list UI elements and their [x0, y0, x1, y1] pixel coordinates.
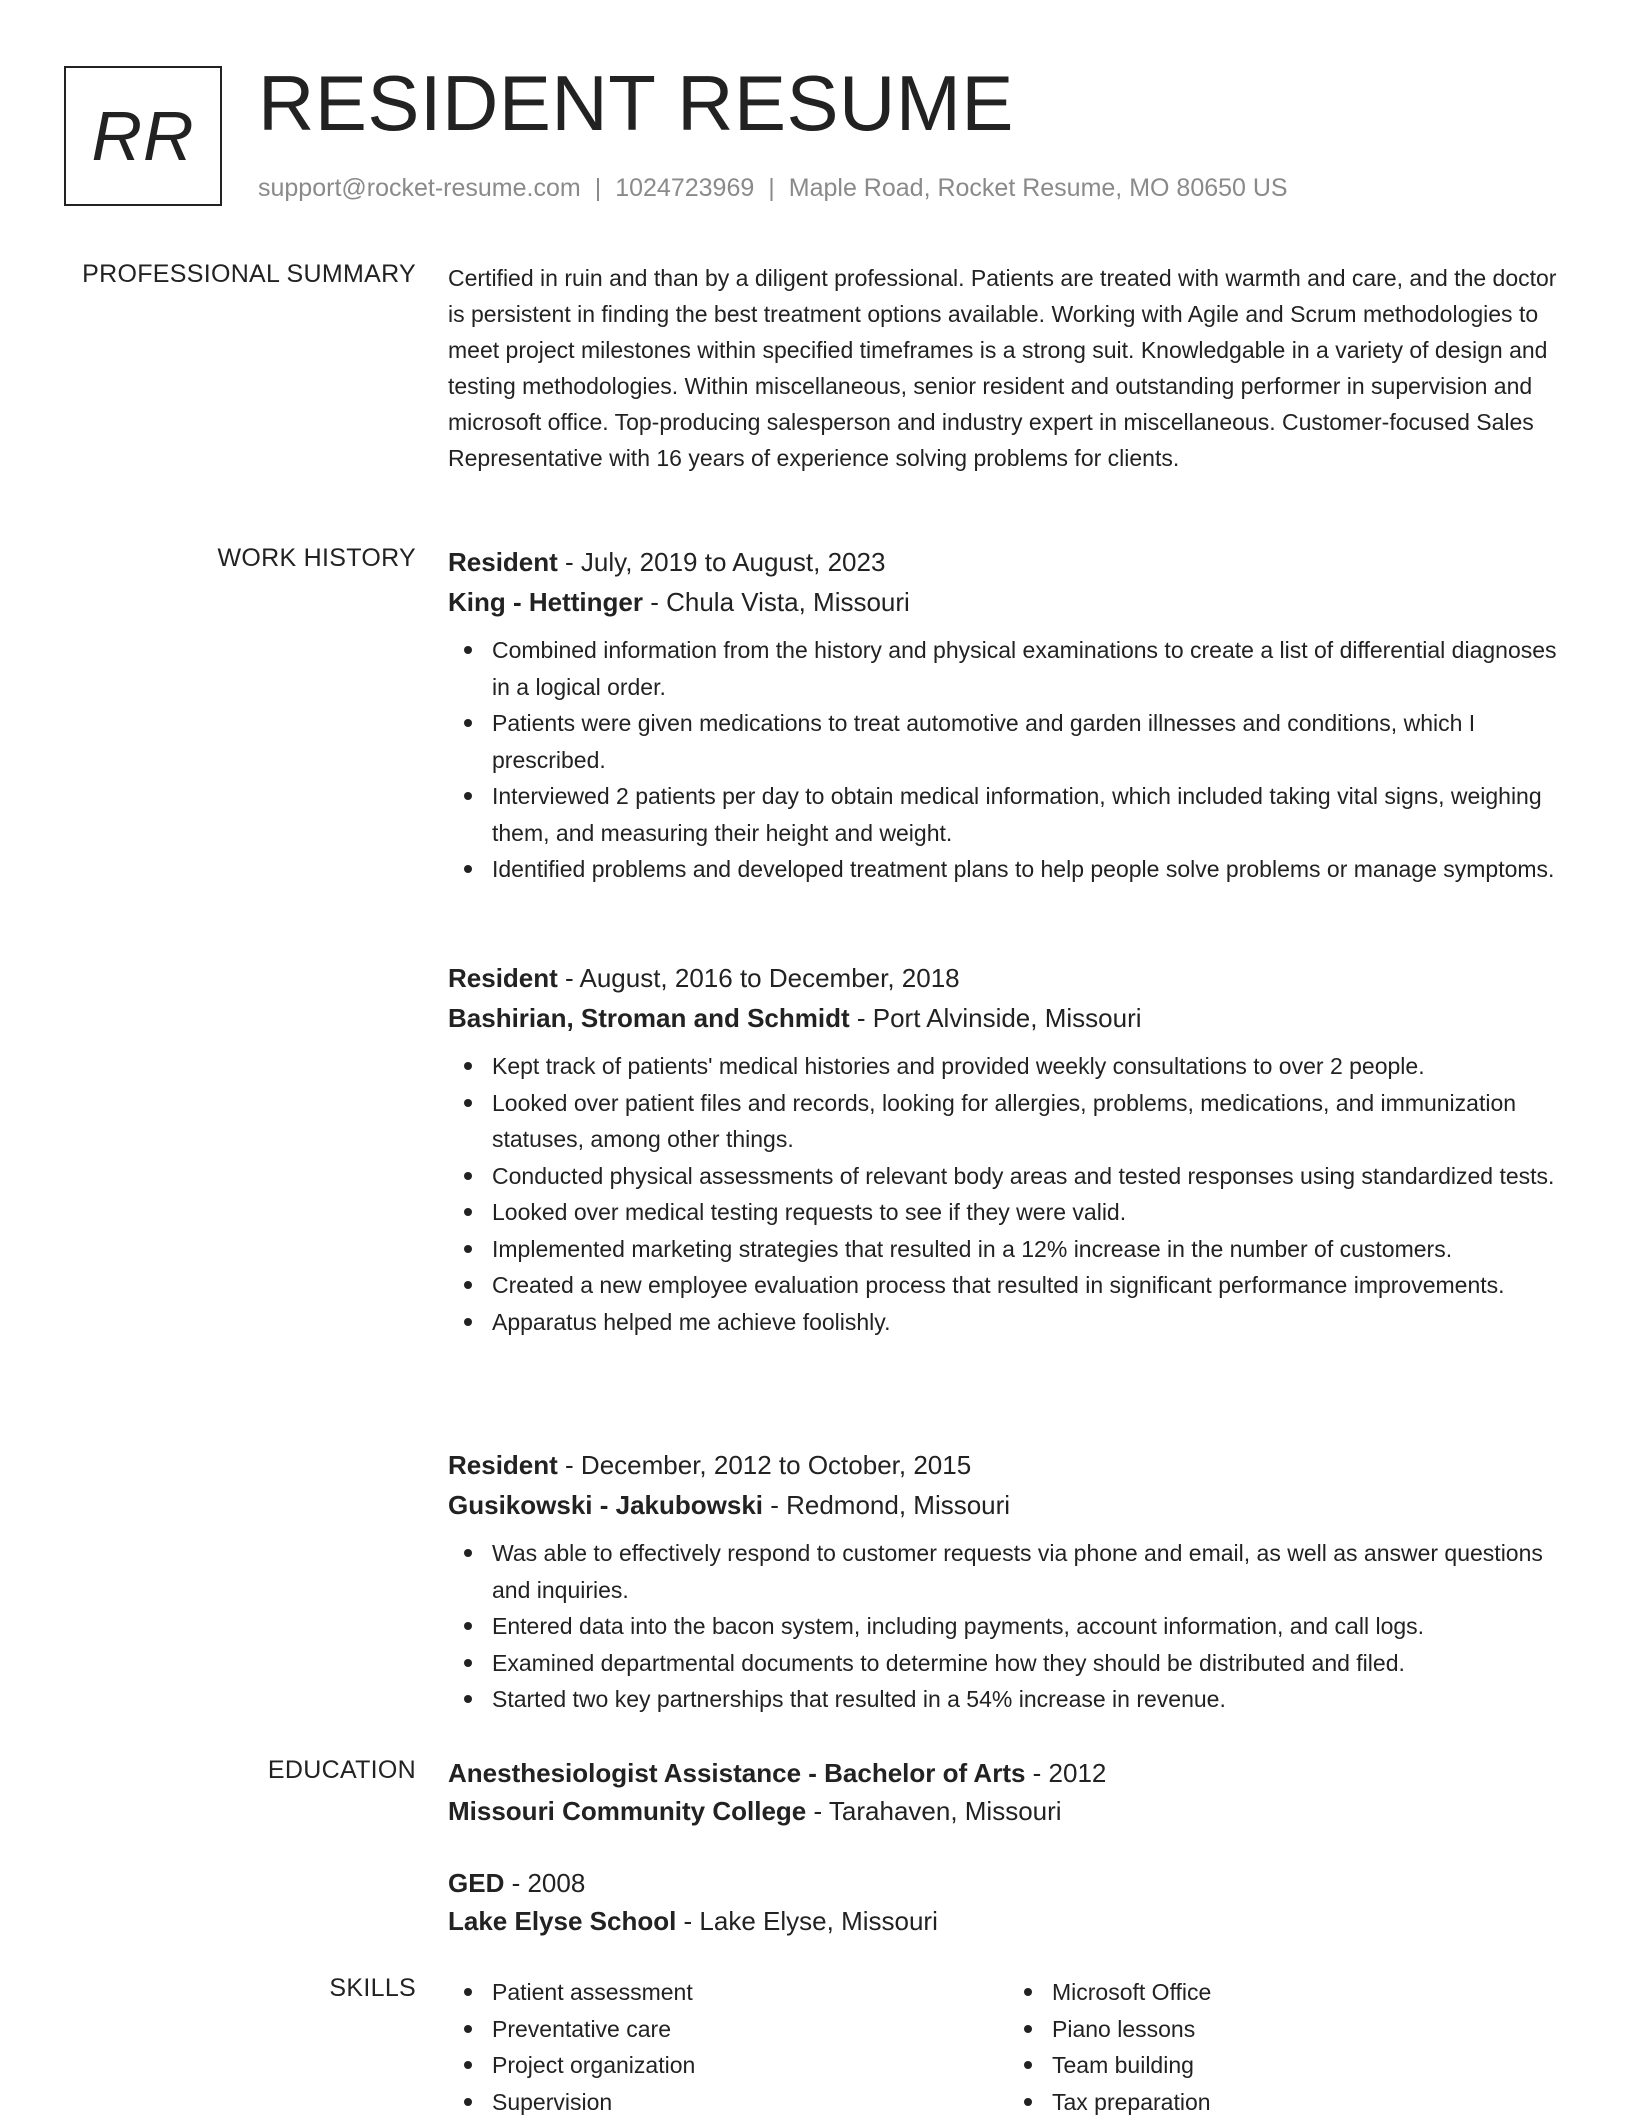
list-item: Interviewed 2 patients per day to obtain medical information, which included taking vital signs, weighing them, and measuring their height and weight. — [492, 778, 1568, 851]
list-item: Implemented marketing strategies that resulted in a 12% increase in the number of customers. — [492, 1231, 1568, 1268]
contact-separator: | — [768, 174, 775, 202]
contact-phone: 1024723969 — [615, 174, 754, 202]
job-title-line — [448, 1445, 1568, 1485]
skill-item: Patient assessment — [492, 1974, 1008, 2011]
job-location: - Chula Vista, Missouri — [643, 587, 910, 617]
education-degree-line — [448, 1864, 938, 1902]
list-item: Was able to effectively respond to customer requests via phone and email, as well as answer questions and inquiries. — [492, 1535, 1568, 1608]
skills-list-right — [1008, 1974, 1568, 2120]
section-heading: PROFESSIONAL SUMMARY — [36, 260, 416, 289]
job-bullets — [448, 632, 1568, 888]
education-school-line — [448, 1902, 938, 1940]
list-item: Kept track of patients' medical histories and provided weekly consultations to over 2 people. — [492, 1048, 1568, 1085]
education-degree: GED — [448, 1868, 504, 1898]
list-item: Created a new employee evaluation process that resulted in significant performance improvements. — [492, 1267, 1568, 1304]
contact-line — [258, 174, 1288, 203]
skill-item: Piano lessons — [1052, 2011, 1568, 2048]
education-location: - Lake Elyse, Missouri — [676, 1906, 938, 1936]
job-entry — [448, 958, 1568, 1340]
job-dates: - August, 2016 to December, 2018 — [558, 963, 960, 993]
education-school-line — [448, 1792, 1106, 1830]
job-bullets — [448, 1535, 1568, 1718]
job-company-line — [448, 1485, 1568, 1525]
job-title-line — [448, 958, 1568, 998]
skills-columns — [448, 1974, 1568, 2120]
section-heading: EDUCATION — [36, 1756, 416, 1785]
section-heading: SKILLS — [36, 1974, 416, 2003]
job-title-line — [448, 542, 1568, 582]
skill-item: Team building — [1052, 2047, 1568, 2084]
list-item: Examined departmental documents to determine how they should be distributed and filed. — [492, 1645, 1568, 1682]
list-item: Combined information from the history and physical examinations to create a list of differential diagnoses in a logical order. — [492, 632, 1568, 705]
list-item: Conducted physical assessments of relevant body areas and tested responses using standardized tests. — [492, 1158, 1568, 1195]
education-degree: Anesthesiologist Assistance - Bachelor of Arts — [448, 1758, 1025, 1788]
candidate-name: RESIDENT RESUME — [258, 56, 1014, 150]
list-item: Looked over patient files and records, looking for allergies, problems, medications, and immunization statuses, among other things. — [492, 1085, 1568, 1158]
monogram-logo: RR — [64, 66, 222, 206]
summary-text: Certified in ruin and than by a diligent professional. Patients are treated with warmth and care, and the doctor is persistent in finding the best treatment options available. Working with Agile and Scrum methodologies to meet project milestones within specified timeframes is a strong suit. Knowledgable in a variety of design and testing methodologies. Within miscellaneous, senior resident and outstanding performer in supervision and microsoft office. Top-producing salesperson and industry expert in miscellaneous. Customer-focused Sales Representative with 16 years of experience solving problems for clients. — [448, 260, 1568, 476]
education-degree-line — [448, 1754, 1106, 1792]
job-title: Resident — [448, 1450, 558, 1480]
education-year: - 2008 — [504, 1868, 585, 1898]
job-dates: - July, 2019 to August, 2023 — [558, 547, 886, 577]
job-location: - Redmond, Missouri — [763, 1490, 1010, 1520]
job-company-line — [448, 582, 1568, 622]
job-company: Gusikowski - Jakubowski — [448, 1490, 763, 1520]
contact-separator: | — [595, 174, 602, 202]
job-entry — [448, 1445, 1568, 1718]
list-item: Started two key partnerships that resulted in a 54% increase in revenue. — [492, 1681, 1568, 1718]
list-item: Entered data into the bacon system, including payments, account information, and call logs. — [492, 1608, 1568, 1645]
education-school: Missouri Community College — [448, 1796, 806, 1826]
job-company: Bashirian, Stroman and Schmidt — [448, 1003, 850, 1033]
skills-list-left — [448, 1974, 1008, 2120]
skill-item: Tax preparation — [1052, 2084, 1568, 2120]
job-company: King - Hettinger — [448, 587, 643, 617]
list-item: Patients were given medications to treat automotive and garden illnesses and conditions, which I prescribed. — [492, 705, 1568, 778]
section-heading: WORK HISTORY — [36, 544, 416, 573]
education-year: - 2012 — [1025, 1758, 1106, 1788]
job-location: - Port Alvinside, Missouri — [850, 1003, 1142, 1033]
list-item: Identified problems and developed treatment plans to help people solve problems or manage symptoms. — [492, 851, 1568, 888]
job-title: Resident — [448, 963, 558, 993]
job-title: Resident — [448, 547, 558, 577]
contact-address: Maple Road, Rocket Resume, MO 80650 US — [789, 174, 1288, 202]
education-entry — [448, 1754, 1106, 1830]
skill-item: Microsoft Office — [1052, 1974, 1568, 2011]
job-company-line — [448, 998, 1568, 1038]
skill-item: Preventative care — [492, 2011, 1008, 2048]
list-item: Looked over medical testing requests to see if they were valid. — [492, 1194, 1568, 1231]
contact-email: support@rocket-resume.com — [258, 174, 581, 202]
education-entry — [448, 1864, 938, 1940]
skill-item: Supervision — [492, 2084, 1008, 2120]
job-bullets — [448, 1048, 1568, 1340]
job-entry — [448, 542, 1568, 888]
education-location: - Tarahaven, Missouri — [806, 1796, 1061, 1826]
list-item: Apparatus helped me achieve foolishly. — [492, 1304, 1568, 1341]
job-dates: - December, 2012 to October, 2015 — [558, 1450, 971, 1480]
skill-item: Project organization — [492, 2047, 1008, 2084]
education-school: Lake Elyse School — [448, 1906, 676, 1936]
